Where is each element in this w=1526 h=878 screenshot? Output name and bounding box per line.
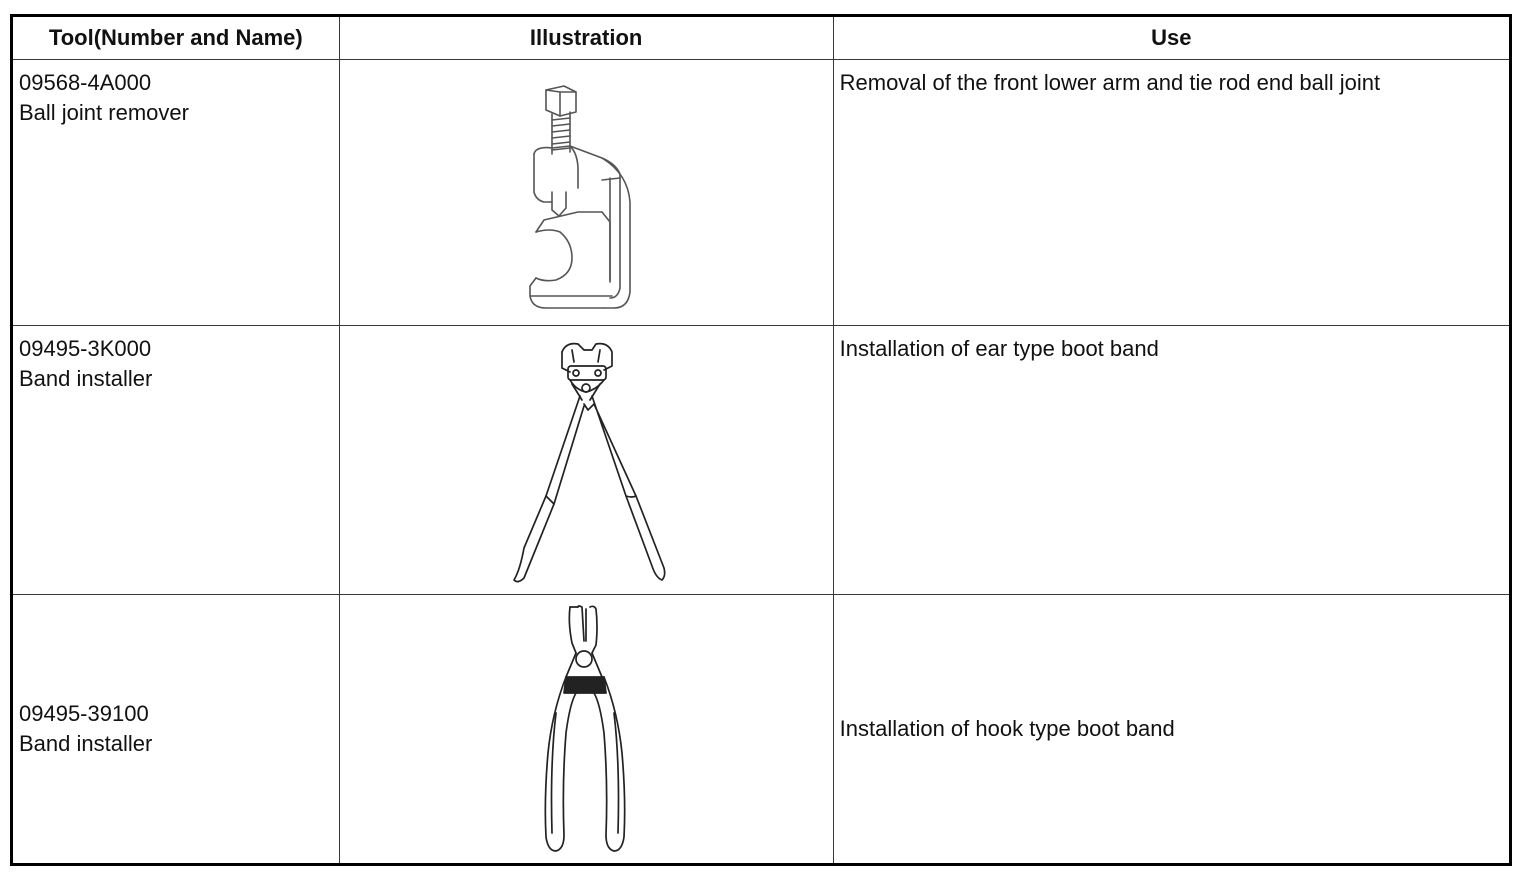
header-illustration: Illustration xyxy=(339,16,833,60)
ball-joint-remover-icon xyxy=(516,82,656,312)
use-cell xyxy=(833,595,1510,865)
use-cell xyxy=(833,326,1510,595)
tool-number: 09495-3K000 xyxy=(19,336,152,361)
tool-number: 09568-4A000 xyxy=(19,70,152,95)
table-header xyxy=(12,16,1511,60)
tool-name: Ball joint remover xyxy=(19,100,189,125)
tool-name: Band installer xyxy=(19,731,153,756)
hook-band-pliers-icon xyxy=(526,603,646,859)
tool-cell xyxy=(12,326,340,595)
special-tools-table xyxy=(10,14,1512,866)
illustration-cell xyxy=(339,595,833,865)
table-body xyxy=(12,60,1511,865)
header-use: Use xyxy=(833,16,1510,60)
tool-use: Removal of the front lower arm and tie rod end ball joint xyxy=(839,70,1381,95)
tool-cell xyxy=(12,595,340,865)
tool-number: 09495-39100 xyxy=(19,701,149,726)
use-cell xyxy=(833,60,1510,326)
table-row xyxy=(12,60,1511,326)
table-row xyxy=(12,326,1511,595)
header-tool: Tool(Number and Name) xyxy=(12,16,340,60)
illustration-cell xyxy=(339,60,833,326)
tool-use: Installation of ear type boot band xyxy=(839,336,1159,361)
tool-use: Installation of hook type boot band xyxy=(839,716,1175,741)
tool-cell xyxy=(12,60,340,326)
tool-name: Band installer xyxy=(19,366,153,391)
illustration-cell xyxy=(339,326,833,595)
ear-band-pliers-icon xyxy=(496,340,676,586)
header-row xyxy=(12,16,1511,60)
table-row xyxy=(12,595,1511,865)
